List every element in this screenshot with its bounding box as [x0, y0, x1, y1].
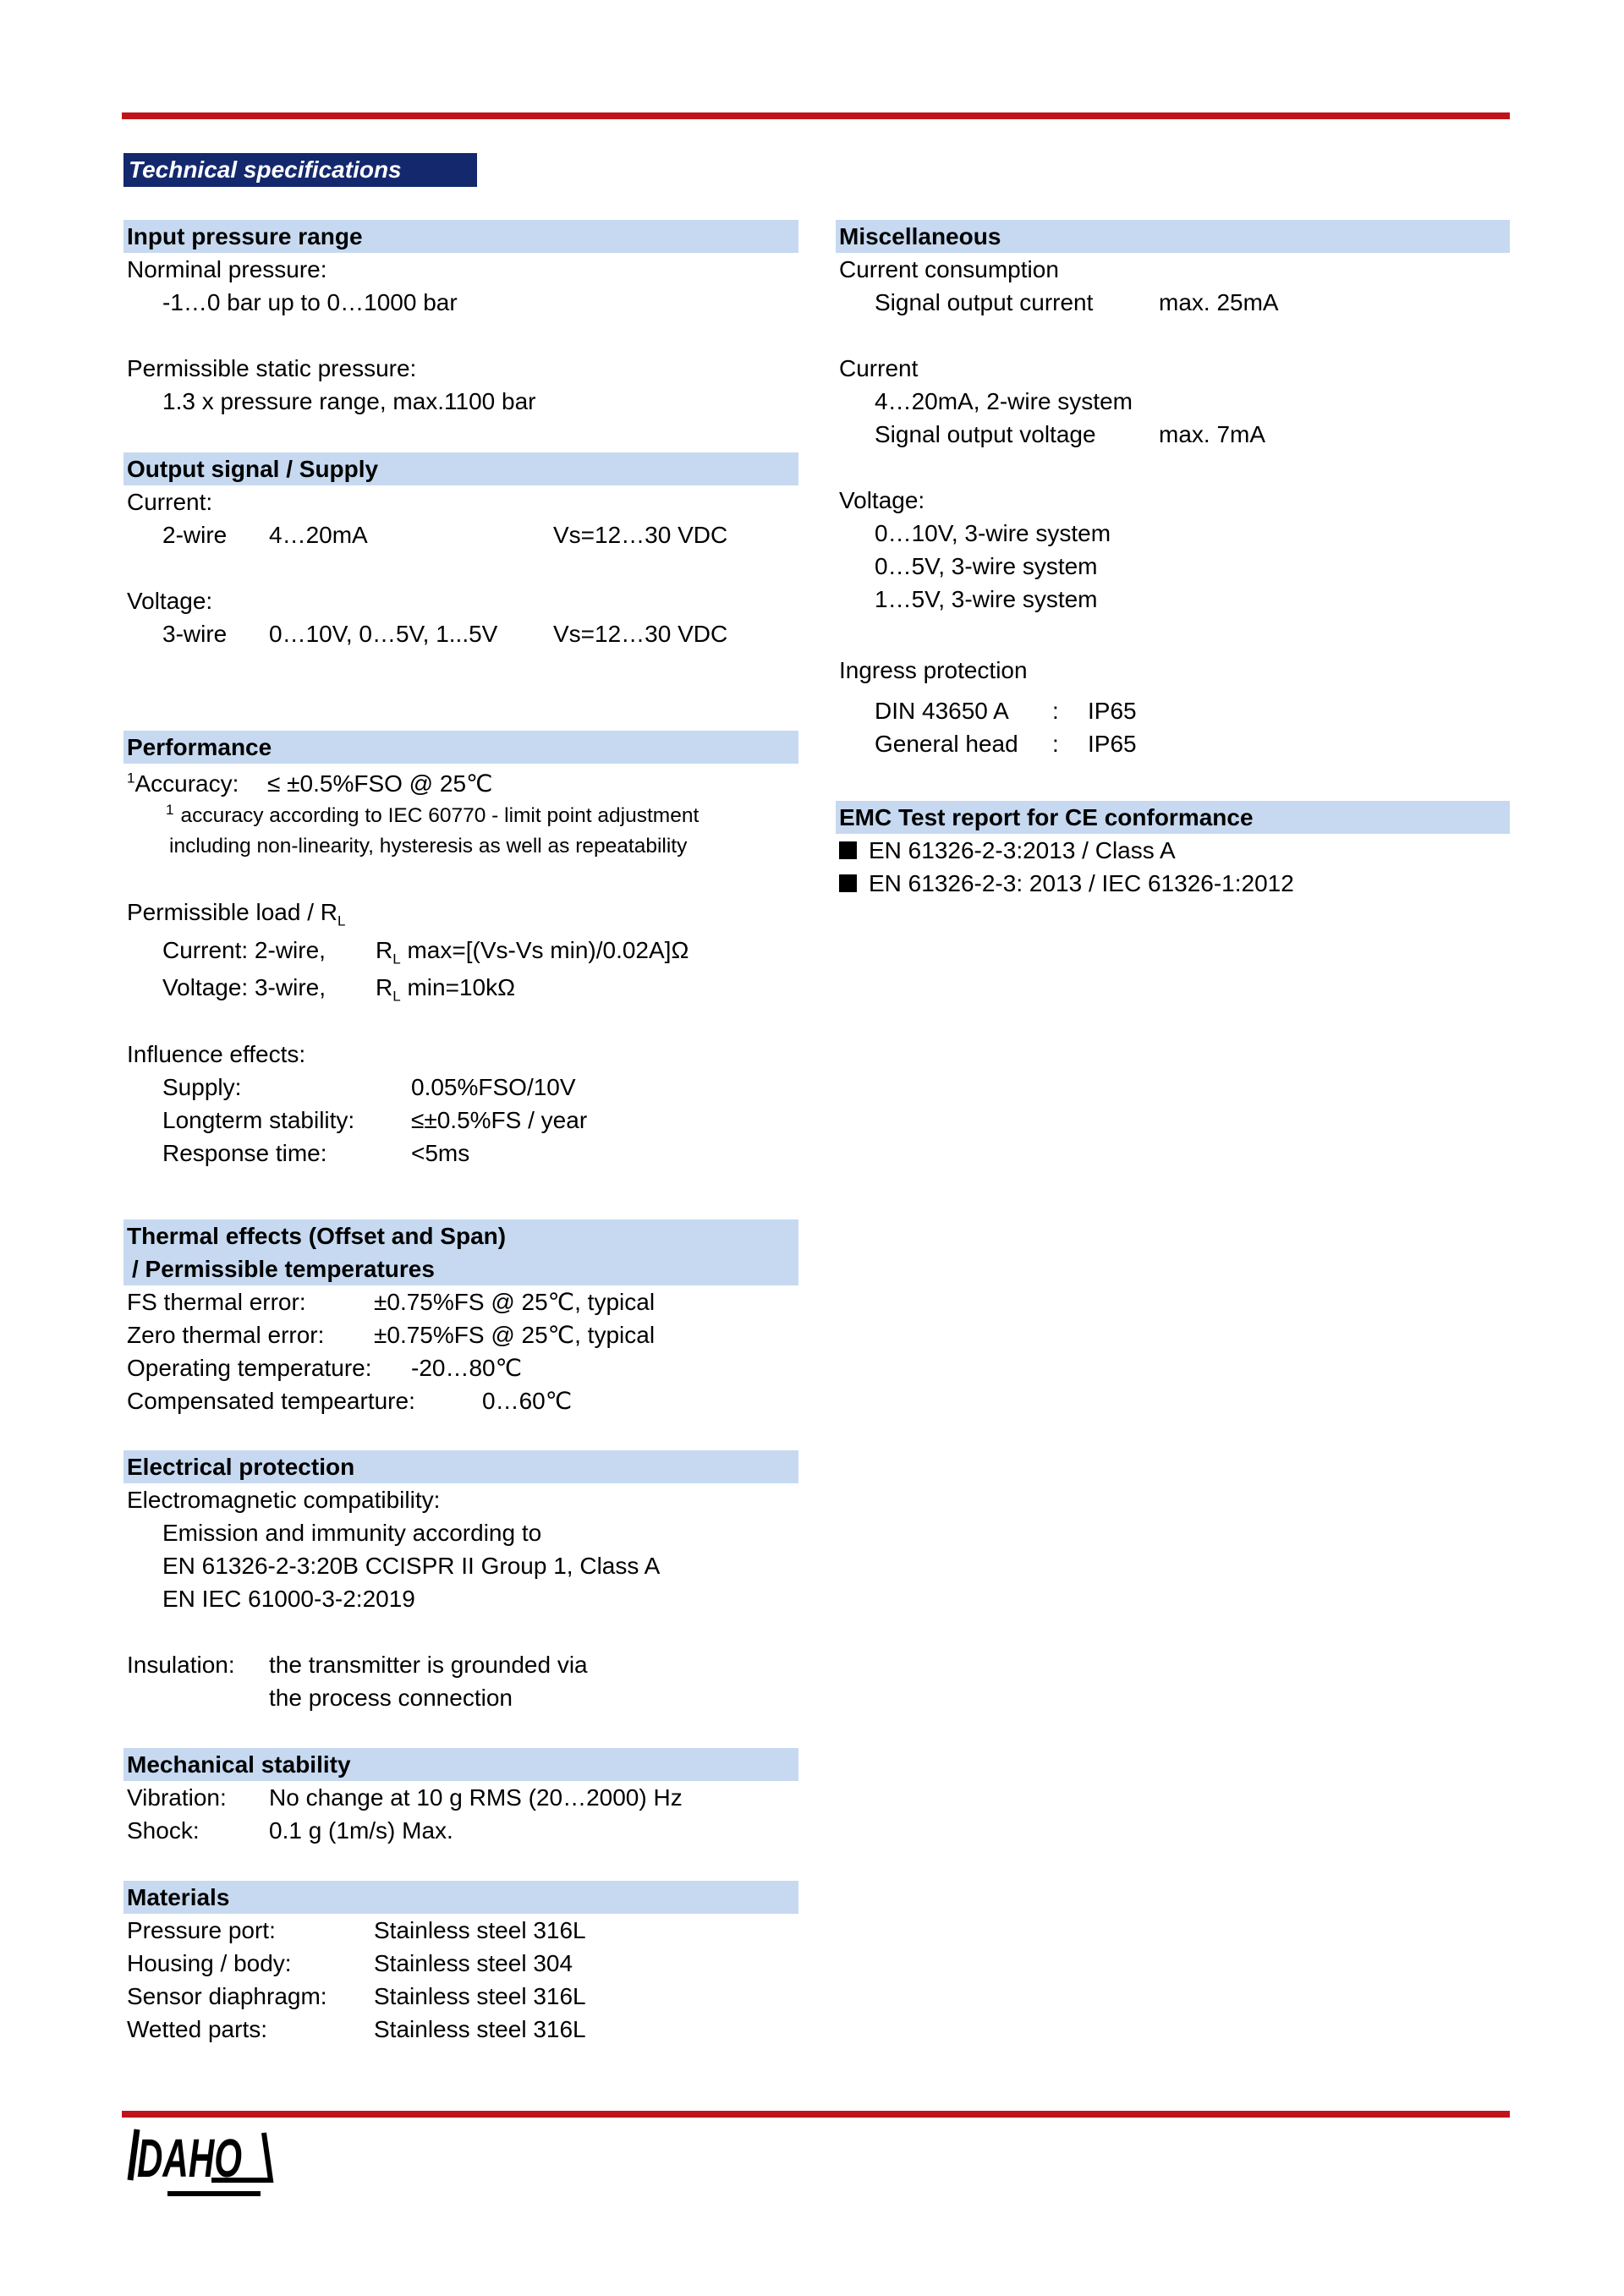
section-performance [123, 731, 798, 1170]
current-wire: 2-wire [162, 522, 228, 548]
static-pressure-label: Permissible static pressure: [127, 355, 417, 381]
load-voltage-row [123, 967, 798, 1005]
square-bullet-icon [839, 841, 857, 859]
fs-thermal-error-row: FS thermal error: ±0.75%FS @ 25℃, typical [127, 1289, 656, 1315]
section-header: EMC Test report for CE conformance [836, 801, 1510, 834]
current-system: 4…20mA, 2-wire system [875, 388, 1133, 414]
output-voltage-row [123, 617, 798, 650]
response-time-row: Response time: <5ms [162, 1140, 470, 1166]
operating-temperature-row: Operating temperature: -20…80℃ [127, 1355, 523, 1381]
static-pressure-value: 1.3 x pressure range, max.1100 bar [162, 388, 536, 414]
output-current-row [123, 518, 798, 551]
longterm-stability-row: Longterm stability: ≤±0.5%FS / year [162, 1107, 588, 1133]
materials-row: Sensor diaphragm: Stainless steel 316L [127, 1983, 586, 2009]
load-current-row [123, 930, 798, 967]
page-title: Technical specifications [123, 153, 477, 187]
materials-row: Wetted parts: Stainless steel 316L [127, 2016, 586, 2042]
general-head-row: General head : IP65 [875, 731, 1137, 757]
voltage-range: 0…10V, 0…5V, 1...5V [269, 621, 498, 647]
emc-line1: Emission and immunity according to [162, 1520, 542, 1546]
accuracy-label: Accuracy: [134, 770, 239, 797]
current-label: Current [839, 355, 919, 381]
permissible-load-label: Permissible load / $R_L$ [127, 899, 346, 929]
emc-line2: EN 61326-2-3:20B CCISPR II Group 1, Class A [162, 1553, 661, 1579]
section-header: Miscellaneous [836, 220, 1510, 253]
din-row: DIN 43650 A : IP65 [875, 698, 1137, 724]
bottom-rule [122, 2111, 1510, 2118]
load-current-label: Current: 2-wire, [162, 937, 326, 963]
materials-row: Housing / body: Stainless steel 304 [127, 1950, 573, 1976]
voltage-wire: 3-wire [162, 621, 228, 647]
accuracy-value: ≤ ±0.5%FSO @ 25℃ [267, 770, 493, 797]
insulation-row-2: the process connection [269, 1685, 513, 1711]
logo-text: DAHO [137, 2128, 242, 2189]
load-voltage-formula: $R_L$ min=10kΩ [376, 974, 516, 1005]
list-item: EN 61326-2-3:2013 / Class A [836, 834, 1510, 867]
section-output-signal [123, 452, 798, 650]
signal-output-current-row: Signal output current max. 25mA [875, 289, 1279, 315]
insulation-row: Insulation: the transmitter is grounded via [127, 1652, 588, 1678]
ingress-protection-label: Ingress protection [839, 657, 1028, 683]
section-materials [123, 1881, 798, 2046]
section-header: Electrical protection [123, 1450, 798, 1483]
accuracy-footnote-line2: including non-linearity, hysteresis as well as repeatability [169, 835, 688, 858]
influence-effects-label: Influence effects: [127, 1041, 306, 1067]
output-current-label: Current: [127, 489, 213, 515]
nominal-pressure-value: -1…0 bar up to 0…1000 bar [162, 289, 458, 315]
supply-row: Supply: 0.05%FSO/10V [162, 1074, 576, 1100]
section-mechanical-stability [123, 1748, 798, 1847]
section-header: Output signal / Supply [123, 452, 798, 485]
daho-logo [127, 2124, 276, 2200]
section-header: Mechanical stability [123, 1748, 798, 1781]
current-supply: Vs=12…30 VDC [553, 522, 728, 548]
voltage-system-1: 0…10V, 3-wire system [875, 520, 1111, 546]
nominal-pressure-label: Norminal pressure: [127, 256, 327, 282]
current-range: 4…20mA [269, 522, 368, 548]
zero-thermal-error-row: Zero thermal error: ±0.75%FS @ 25℃, typical [127, 1322, 656, 1348]
list-item: EN 61326-2-3: 2013 / IEC 61326-1:2012 [836, 867, 1510, 900]
accuracy-footnote-mark: 1 [127, 770, 135, 786]
current-consumption-label: Current consumption [839, 256, 1059, 282]
materials-row: Pressure port: Stainless steel 316L [127, 1917, 586, 1943]
voltage-system-2: 0…5V, 3-wire system [875, 553, 1098, 579]
section-header: Thermal effects (Offset and Span) / Permissible temperatures [123, 1219, 798, 1285]
vibration-row: Vibration: No change at 10 g RMS (20…2000) Hz [127, 1784, 683, 1811]
section-header: Performance [123, 731, 798, 764]
voltage-system-3: 1…5V, 3-wire system [875, 586, 1098, 612]
section-header: Input pressure range [123, 220, 798, 253]
square-bullet-icon [839, 874, 857, 892]
signal-output-voltage-row: Signal output voltage max. 7mA [875, 421, 1266, 447]
section-input-pressure [123, 220, 798, 418]
top-rule [122, 112, 1510, 119]
shock-row: Shock: 0.1 g (1m/s) Max. [127, 1817, 453, 1844]
section-emc-test-report [836, 801, 1510, 900]
section-miscellaneous [836, 220, 1510, 760]
load-voltage-label: Voltage: 3-wire, [162, 974, 326, 1000]
emc-label: Electromagnetic compatibility: [127, 1487, 441, 1513]
accuracy-row [123, 764, 798, 801]
section-electrical-protection [123, 1450, 798, 1714]
section-thermal-effects [123, 1219, 798, 1417]
accuracy-footnote-line1: $^1$ accuracy according to IEC 60770 - limit point adjustment [166, 801, 700, 827]
output-voltage-label: Voltage: [127, 588, 213, 614]
voltage-label: Voltage: [839, 487, 925, 513]
compensated-temperature-row: Compensated tempearture: 0…60℃ [127, 1388, 573, 1414]
voltage-supply: Vs=12…30 VDC [553, 621, 728, 647]
emc-line3: EN IEC 61000-3-2:2019 [162, 1586, 415, 1612]
load-current-formula: $R_L$ max=[(Vs-Vs min)/0.02A]Ω [376, 937, 689, 967]
section-header: Materials [123, 1881, 798, 1914]
